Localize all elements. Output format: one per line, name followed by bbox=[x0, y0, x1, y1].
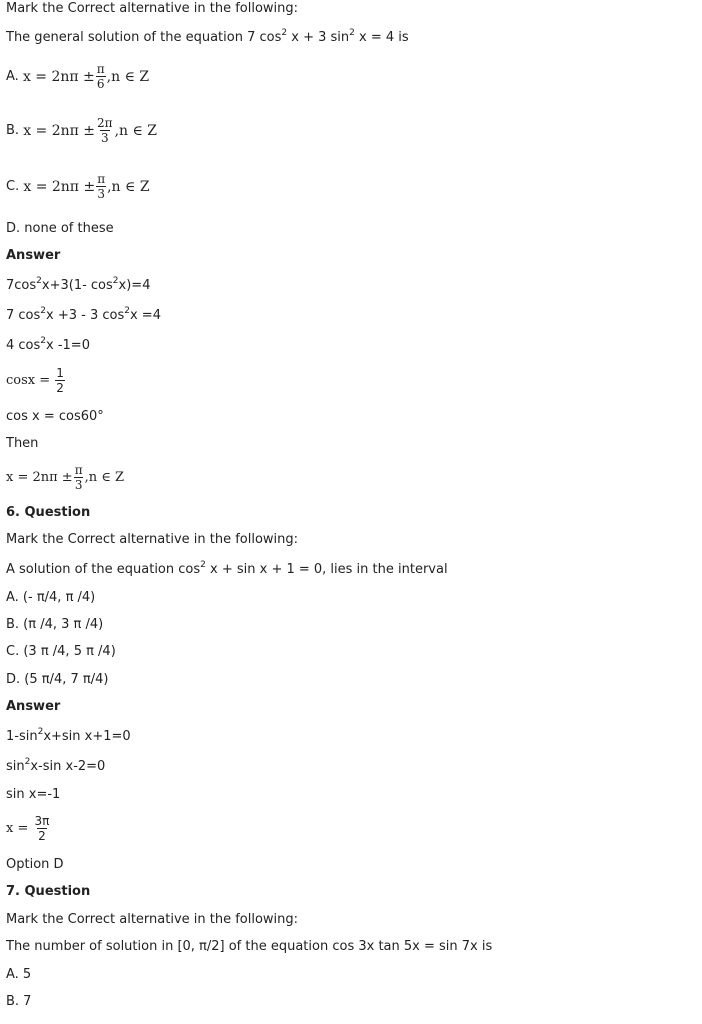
q6-instruction: Mark the Correct alternative in the following: bbox=[6, 532, 299, 547]
q6-option-c: C. (3 π /4, 5 π /4) bbox=[6, 644, 116, 659]
q7-heading: 7. Question bbox=[6, 884, 91, 899]
q5-step-7: x = 2nπ ± $\frac{\pi}{3}$ ,n ∈ Z bbox=[6, 463, 125, 492]
q6-stem: A solution of the equation $\cos^2 x + \sin x + 1 = 0$, lies in the interval bbox=[6, 560, 448, 577]
q7-stem: The number of solution in [0, π/2] of the equation cos 3x tan 5x = sin 7x is bbox=[6, 939, 493, 954]
q6-heading: 6. Question bbox=[6, 505, 91, 520]
q6-option-d: D. (5 π/4, 7 π/4) bbox=[6, 672, 109, 687]
q5-step-4: cosx = $\frac{1}{2}$ bbox=[6, 366, 64, 395]
q6-step-2: $\sin^2x-\sin$ x-2=0 bbox=[6, 757, 106, 774]
q5-instruction: Mark the Correct alternative in the following: bbox=[6, 1, 299, 16]
q6-answer-heading: Answer bbox=[6, 699, 61, 714]
q6-step-4: x = $\frac{3\pi}{2}$ bbox=[6, 814, 50, 843]
q5-step-2: 7 $\cos^2x +3 - 3$ $\cos^2x =4$ bbox=[6, 306, 161, 323]
q7-option-a: A. 5 bbox=[6, 967, 32, 982]
q5-option-b: B. x = 2nπ ± $\frac{2\pi}{3}$ ,n ∈ Z bbox=[6, 116, 158, 145]
q5-option-c: C. x = 2nπ ± $\frac{\pi}{3}$ ,n ∈ Z bbox=[6, 172, 150, 201]
q5-step-6: Then bbox=[6, 436, 39, 451]
q5-stem: The general solution of the equation 7 $\cos^2 x + 3$ $\sin^2 x = 4$ is bbox=[6, 28, 409, 45]
q7-instruction: Mark the Correct alternative in the following: bbox=[6, 912, 299, 927]
q6-step-5: Option D bbox=[6, 857, 64, 872]
q5-step-3: 4 $\cos^2x$ -1=0 bbox=[6, 336, 90, 353]
q6-option-b: B. (π /4, 3 π /4) bbox=[6, 617, 104, 632]
q6-step-3: sin x=-1 bbox=[6, 787, 61, 802]
q5-step-5: cos x = cos60° bbox=[6, 409, 104, 424]
q5-option-d: D. none of these bbox=[6, 221, 114, 236]
q5-option-a: A. x = 2nπ ± $\frac{\pi}{6}$ ,n ∈ Z bbox=[6, 62, 150, 91]
q5-answer-heading: Answer bbox=[6, 248, 61, 263]
q6-step-1: $1-\sin^2x+\sin$ x+1=0 bbox=[6, 727, 131, 744]
q7-option-b: B. 7 bbox=[6, 994, 32, 1009]
q6-option-a: A. (- π/4, π /4) bbox=[6, 590, 96, 605]
q5-step-1: $7\cos^2x+3(1-$ $\cos^2x)=4$ bbox=[6, 276, 151, 293]
